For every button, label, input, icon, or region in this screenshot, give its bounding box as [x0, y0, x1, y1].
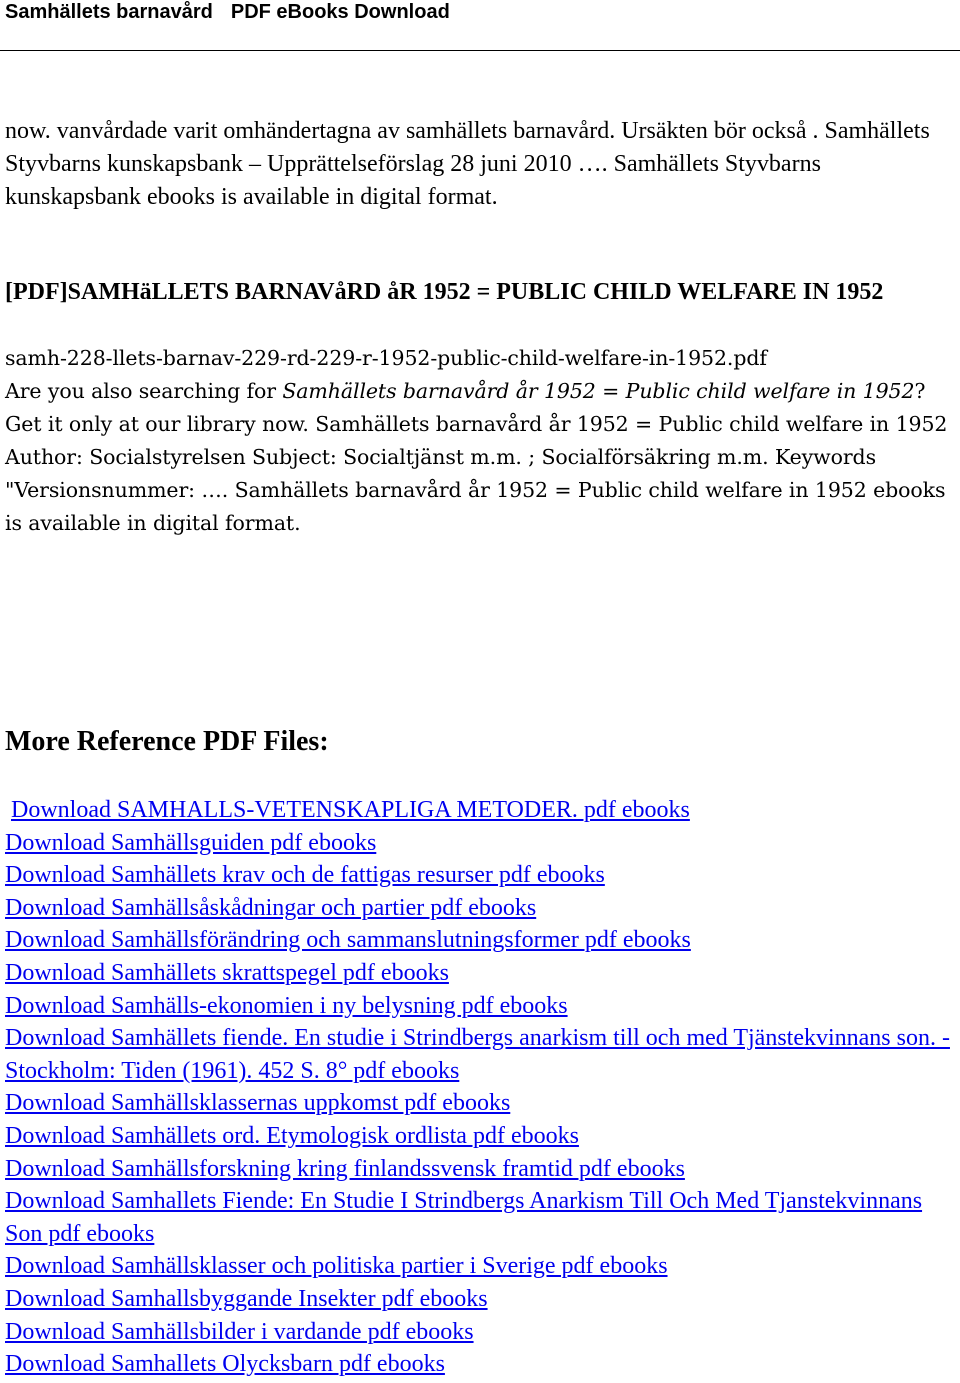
- article-body: [5, 342, 955, 540]
- reference-link[interactable]: Download Samhällets fiende. En studie i Strindbergs anarkism till och med Tjänstekvinnans son. - Stockholm: Tiden (1961). 452 S. 8° pdf ebooks: [5, 1025, 950, 1084]
- reference-link[interactable]: Download Samhällsförändring och sammanslutningsformer pdf ebooks: [5, 927, 691, 954]
- references-heading: More Reference PDF Files:: [5, 726, 329, 757]
- list-item: [5, 1316, 955, 1349]
- intro-paragraph: now. vanvårdade varit omhändertagna av samhällets barnavård. Ursäkten bör också . Samhällets Styvbarns kunskapsbank – Upprättelseförslag 28 juni 2010 …. Samhällets Styvbarns kunskapsbank ebooks is available in digital format.: [5, 118, 930, 210]
- list-item: [5, 1153, 955, 1186]
- site-subtitle: PDF eBooks Download: [230, 1, 450, 23]
- article-question-prefix: Are you also searching for: [5, 379, 283, 403]
- article-question-title: Samhällets barnavård år 1952 = Public child welfare in 1952: [282, 379, 915, 403]
- list-item: [5, 859, 955, 892]
- reference-link[interactable]: Download Samhällsforskning kring finlandssvensk framtid pdf ebooks: [5, 1155, 685, 1182]
- article-body-text: Get it only at our library now. Samhällets barnavård år 1952 = Public child welfare in 1952 Author: Socialstyrelsen Subject: Socialtjänst m.m. ; Socialförsäkring m.m. Keywords "Versionsnummer: …. Samhällets barnavård år 1952 = Public child welfare in 1952 ebooks is available in digital format.: [5, 412, 948, 535]
- reference-link[interactable]: Download Samhällets skrattspegel pdf ebooks: [5, 959, 449, 986]
- article-title: [PDF]SAMHäLLETS BARNAVåRD åR 1952 = PUBLIC CHILD WELFARE IN 1952: [5, 279, 884, 305]
- header-divider: [0, 50, 960, 51]
- list-item: [5, 1022, 955, 1087]
- list-item: [5, 924, 955, 957]
- list-item: [5, 1250, 955, 1283]
- page-header: [5, 0, 450, 24]
- article-question-suffix: ?: [914, 379, 926, 403]
- reference-link[interactable]: Download Samhällsguiden pdf ebooks: [5, 829, 377, 856]
- reference-link[interactable]: Download Samhällets ord. Etymologisk ordlista pdf ebooks: [5, 1122, 579, 1149]
- list-item: [5, 827, 955, 860]
- list-item: [5, 990, 955, 1023]
- list-item: [5, 957, 955, 990]
- reference-link[interactable]: Download Samhällsklassernas uppkomst pdf ebooks: [5, 1090, 511, 1117]
- reference-link[interactable]: Download Samhallets Olycksbarn pdf ebooks: [5, 1351, 445, 1378]
- reference-link[interactable]: Download Samhallets Fiende: En Studie I Strindbergs Anarkism Till Och Med Tjanstekvinnans Son pdf ebooks: [5, 1188, 923, 1247]
- list-item: [5, 794, 955, 827]
- reference-link[interactable]: Download Samhällsbilder i vardande pdf ebooks: [5, 1318, 474, 1345]
- article-filename: samh-228-llets-barnav-229-rd-229-r-1952-public-child-welfare-in-1952.pdf: [5, 346, 767, 370]
- list-item: [5, 892, 955, 925]
- reference-link[interactable]: Download Samhällets krav och de fattigas resurser pdf ebooks: [5, 862, 605, 889]
- list-item: [5, 1087, 955, 1120]
- site-title: Samhällets barnavård: [5, 1, 213, 23]
- reference-link[interactable]: Download Samhallsbyggande Insekter pdf ebooks: [5, 1285, 488, 1312]
- list-item: [5, 1348, 955, 1381]
- list-item: [5, 1283, 955, 1316]
- list-item: [5, 1185, 955, 1250]
- reference-link[interactable]: Download SAMHALLS-VETENSKAPLIGA METODER. pdf ebooks: [11, 797, 690, 823]
- reference-links-list: [5, 794, 955, 1381]
- reference-link[interactable]: Download Samhällsklasser och politiska partier i Sverige pdf ebooks: [5, 1253, 668, 1280]
- list-item: [5, 1120, 955, 1153]
- reference-link[interactable]: Download Samhällsåskådningar och partier pdf ebooks: [5, 894, 537, 921]
- reference-link[interactable]: Download Samhälls-ekonomien i ny belysning pdf ebooks: [5, 992, 568, 1019]
